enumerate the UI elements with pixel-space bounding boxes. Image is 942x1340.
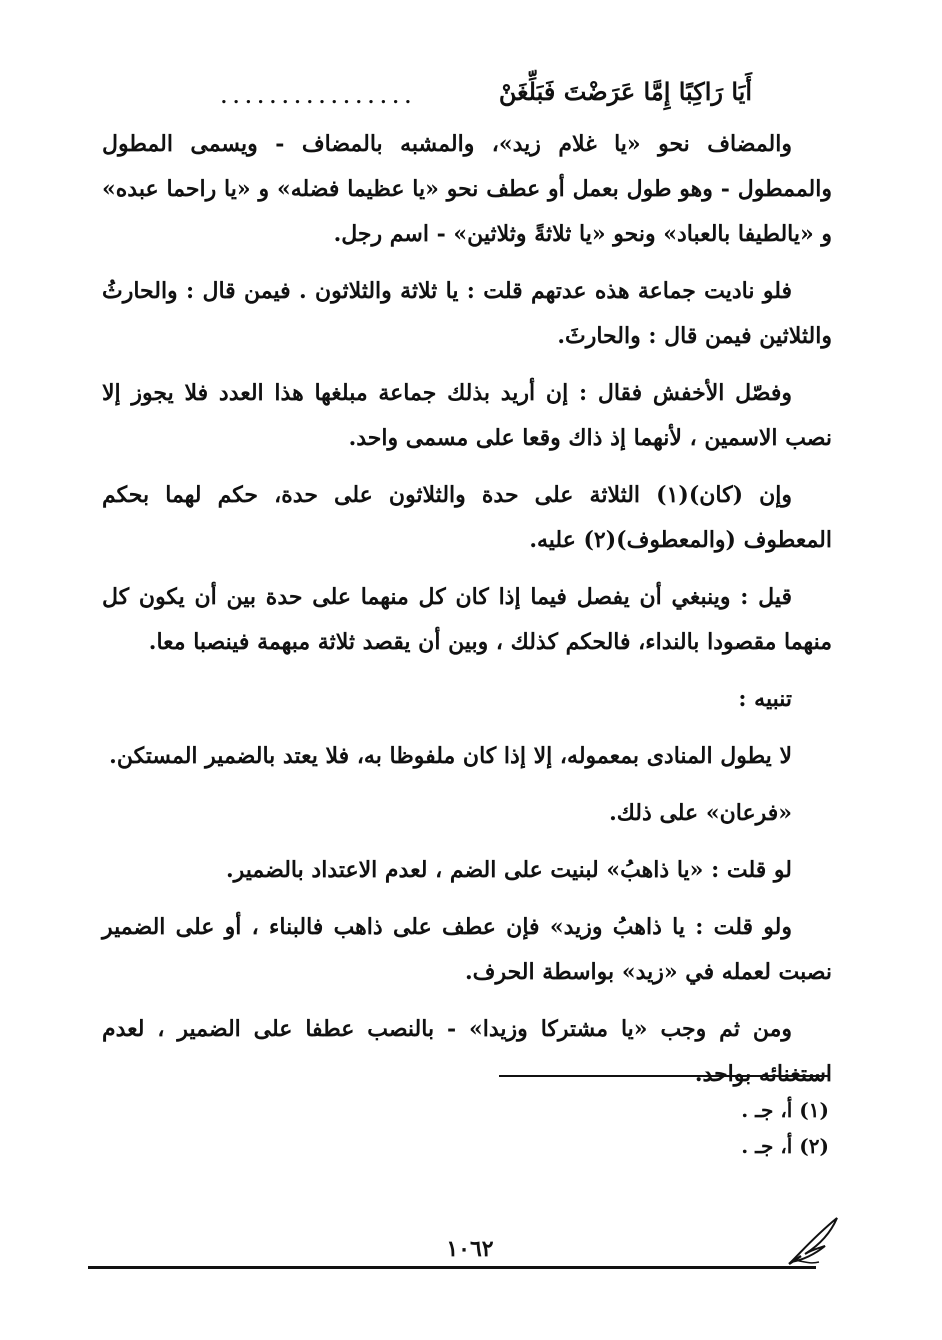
verse-text: أَيَا رَاكِبًا إِمَّا عَرَضْتَ فَبَلِّغَنْ xyxy=(498,77,752,106)
footnote: (٢) أ، جـ . xyxy=(741,1134,829,1158)
paragraph: لا يطول المنادى بمعموله، إلا إذا كان ملفوظا به، فلا يعتد بالضمير المستكن. xyxy=(109,743,792,769)
paragraph: ولو قلت : يا ذاهبُ وزيد» فإن عطف على ذاهب فالبناء ، أو على الضمير نصبت لعمله في «زيد» بواسطة الحرف. xyxy=(102,914,832,985)
page-bottom-rule xyxy=(88,1266,816,1269)
paragraph: لو قلت : «يا ذاهبُ» لبنيت على الضم ، لعدم الاعتداد بالضمير. xyxy=(225,857,792,883)
body-text xyxy=(102,122,832,1109)
verse-dots: ................ xyxy=(220,87,417,108)
paragraph: ومن ثم وجب «يا مشتركا وزيدا» - بالنصب عطفا على الضمير ، لعدم استغنائه بواحد. xyxy=(102,1016,832,1087)
footnote: (١) أ، جـ . xyxy=(741,1098,829,1122)
paragraph: والمضاف نحو «يا غلام زيد»، والمشبه بالمضاف - ويسمى المطول والممطول - وهو طول بعمل أو عطف نحو «يا عظيما فضله» و «يا راحما عبده» و «يالطيفا بالعباد» ونحو «يا ثلاثةً وثلاثين» - اسم رجل. xyxy=(102,131,832,247)
paragraph: «فرعان» على ذلك. xyxy=(609,800,792,826)
verse-line xyxy=(152,72,752,112)
page-number: ١٠٦٢ xyxy=(446,1236,494,1262)
paragraph: فلو ناديت جماعة هذه عدتهم قلت : يا ثلاثة والثلاثون . فيمن قال : والحارثُ والثلاثين فيمن قال : والحارثَ. xyxy=(102,278,832,349)
paragraph: وإن (كان)(١) الثلاثة على حدة والثلاثون على حدة، حكم لهما بحكم المعطوف (والمعطوف)(٢) عليه. xyxy=(102,482,832,553)
quill-icon xyxy=(785,1210,845,1270)
paragraph: وفصّل الأخفش فقال : إن أريد بذلك جماعة مبلغها هذا العدد فلا يجوز إلا نصب الاسمين ، لأنهما إذ ذاك وقعا على مسمى واحد. xyxy=(102,380,832,451)
section-heading: تنبيه : xyxy=(738,686,792,712)
footnote-divider xyxy=(499,1075,829,1077)
footnotes xyxy=(429,1092,829,1164)
paragraph: قيل : وينبغي أن يفصل فيما إذا كان كل منهما على حدة بين أن يكون كل منهما مقصودا بالنداء، فالحكم كذلك ، وبين أن يقصد ثلاثة مبهمة فينصبا معا. xyxy=(102,584,832,655)
